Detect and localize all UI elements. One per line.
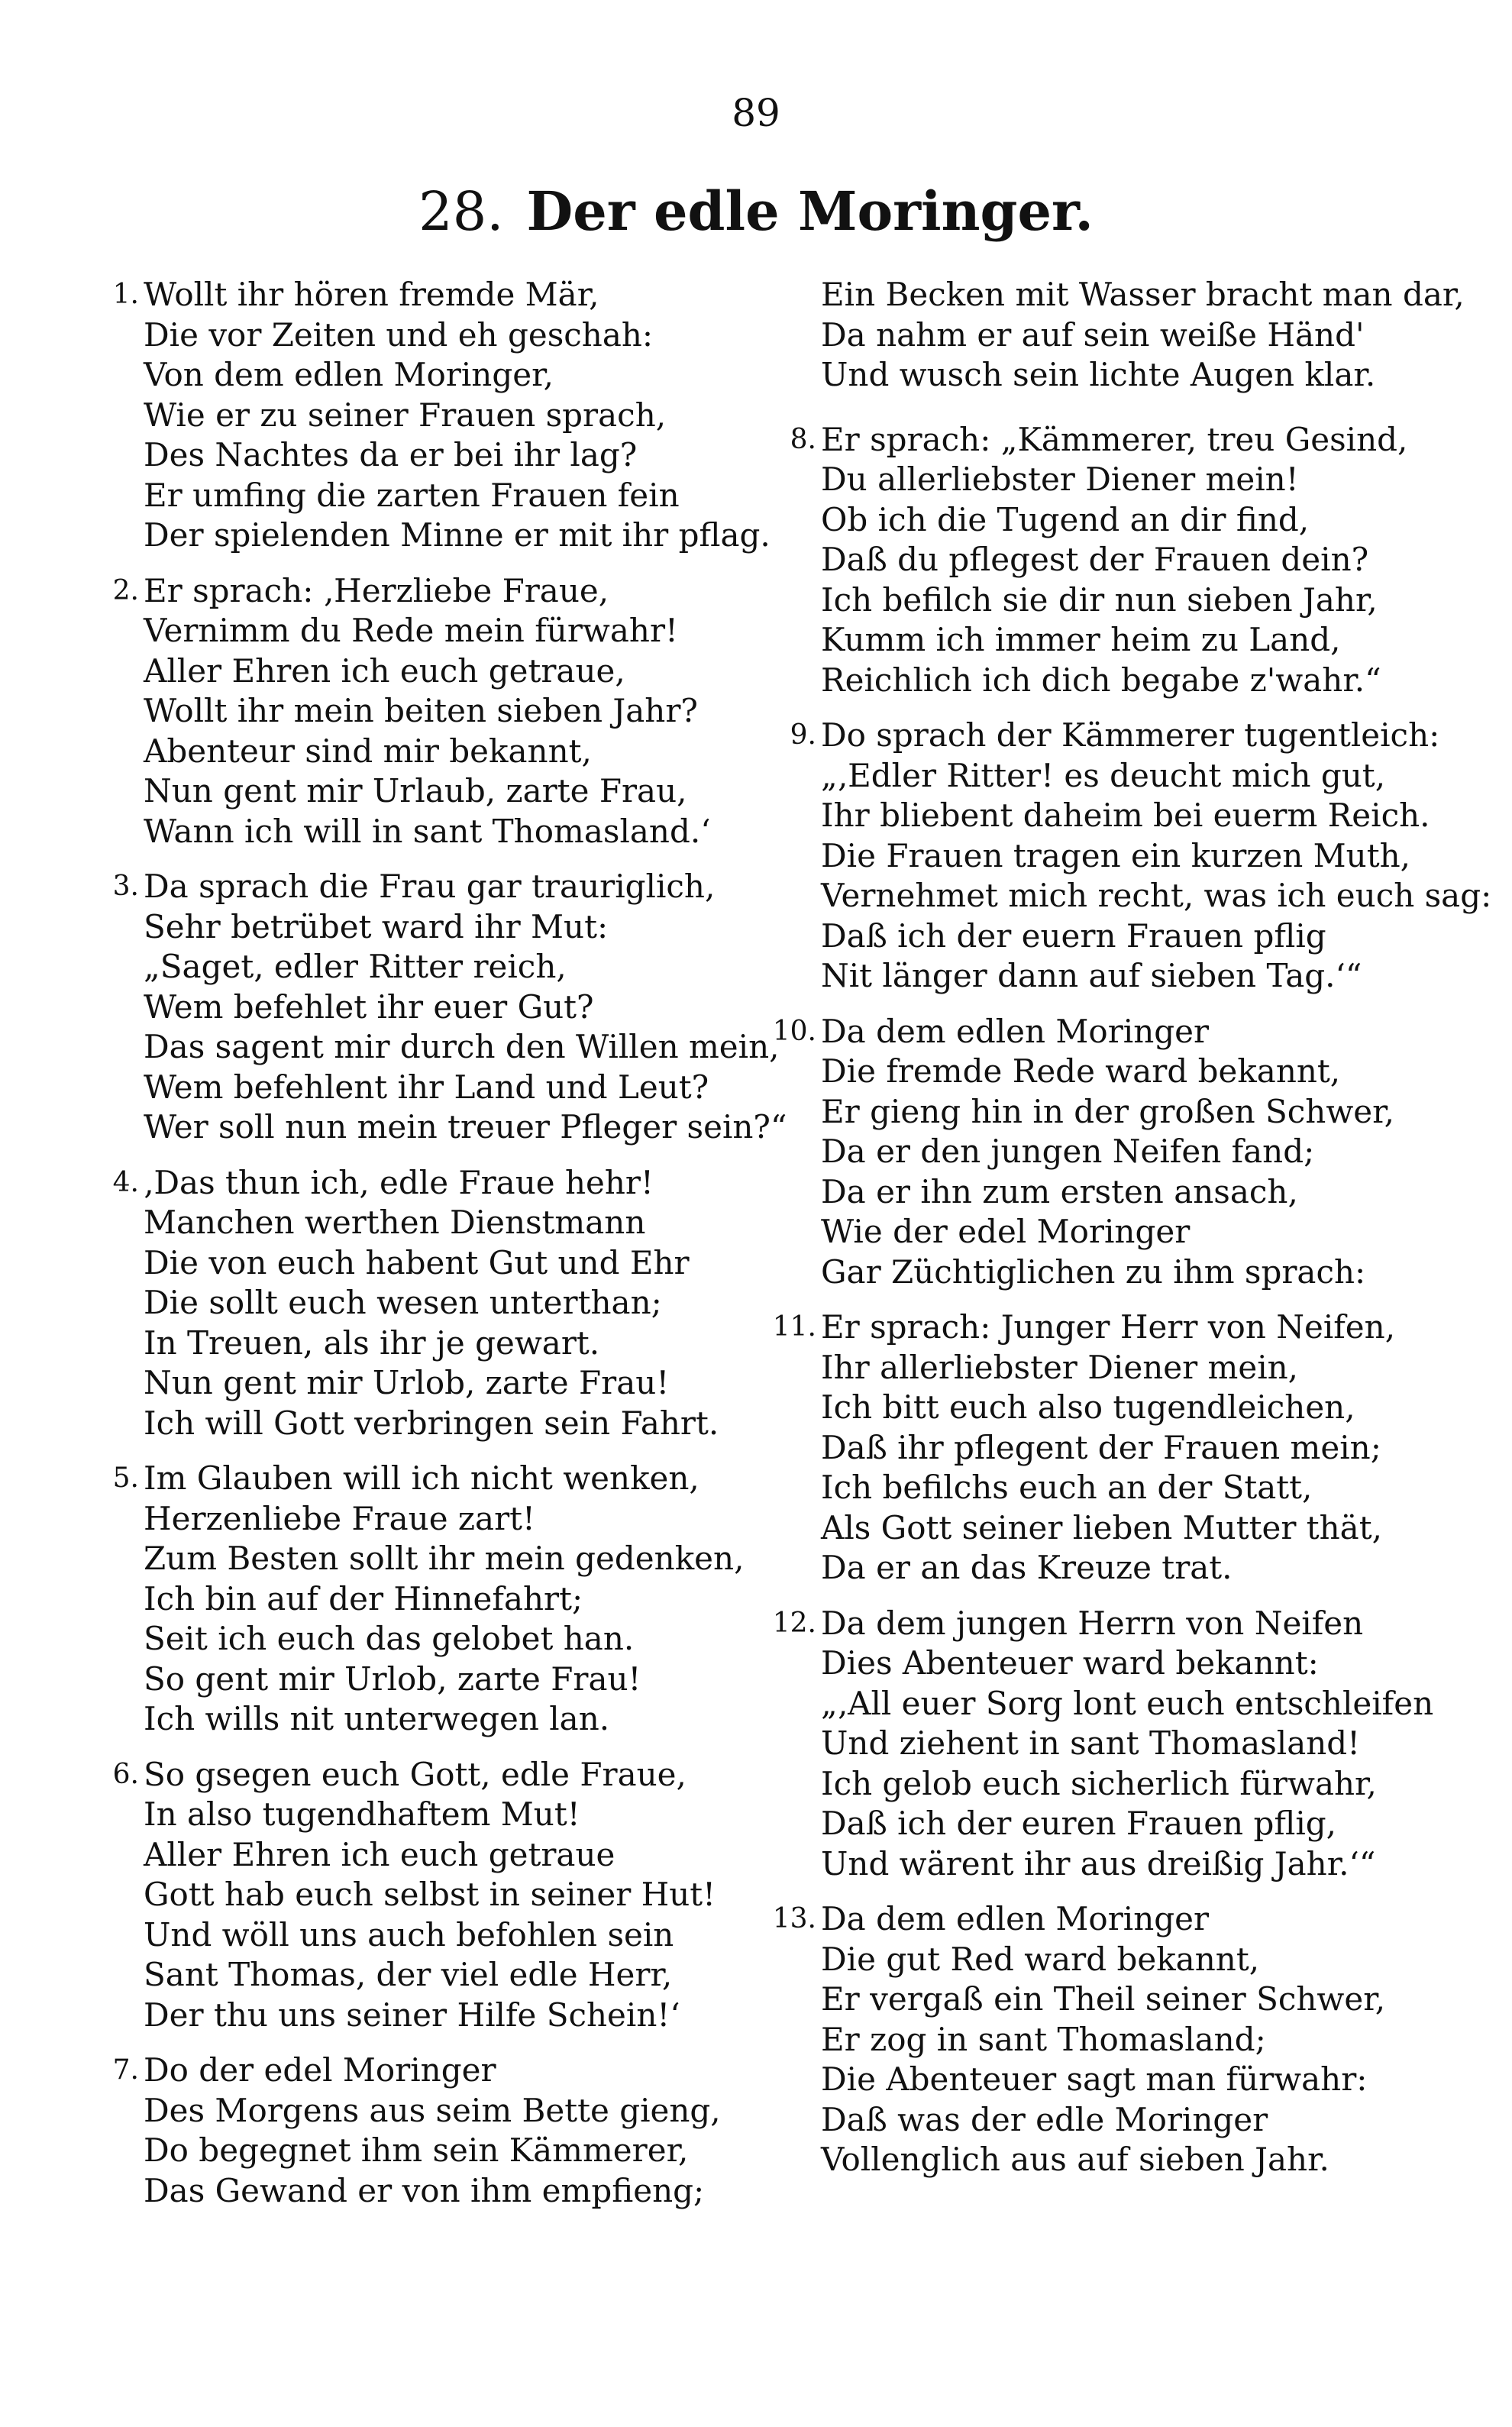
verse-line: Ob ich die Tugend an dir find,: [821, 500, 1310, 538]
stanza-number: 7.: [112, 2054, 139, 2086]
stanza-number: 5.: [112, 1462, 139, 1494]
verse-line: Vernimm du Rede mein fürwahr!: [144, 612, 678, 649]
verse-line: Er vergaß ein Theil seiner Schwer,: [821, 1980, 1386, 2018]
stanza: [767, 1604, 1434, 1885]
verse-line: Seit ich euch das gelobet han.: [144, 1620, 635, 1657]
verse-line: In also tugendhaftem Mut!: [144, 1795, 580, 1833]
verse-line: Er gieng hin in der großen Schwer,: [821, 1092, 1394, 1130]
right-column: [767, 275, 1492, 2196]
verse-line: ‚Das thun ich, edle Fraue hehr!: [144, 1163, 654, 1201]
verse-line: Vollenglich aus auf sieben Jahr.: [821, 2141, 1329, 2178]
page-number: 89: [732, 91, 780, 135]
verse-line: „‚All euer Sorg lont euch entschleifen: [821, 1684, 1434, 1722]
verse-line: Und wusch sein lichte Augen klar.: [821, 356, 1376, 393]
stanza: [767, 275, 1465, 396]
verse-line: Da sprach die Frau gar trauriglich,: [144, 868, 716, 905]
verse-line: Da er den jungen Neifen fand;: [821, 1133, 1315, 1170]
verse-line: Ich will Gott verbringen sein Fahrt.: [144, 1404, 719, 1442]
stanza: [90, 1163, 732, 1444]
verse-line: Von dem edlen Moringer,: [144, 356, 554, 393]
verse-line: Vernehmet mich recht, was ich euch sag:: [821, 877, 1492, 914]
verse-line: So gsegen euch Gott, edle Fraue,: [144, 1755, 687, 1793]
poem-number: 28.: [418, 180, 504, 243]
verse-line: Do der edel Moringer: [144, 2051, 496, 2089]
verse-line: Aller Ehren ich euch getraue: [144, 1835, 615, 1873]
poem-title: [0, 177, 1512, 246]
verse-line: Do begegnet ihm sein Kämmerer,: [144, 2131, 689, 2169]
verse-line: Er sprach: Junger Herr von Neifen,: [821, 1308, 1396, 1346]
verse-line: Wem befehlent ihr Land und Leut?: [144, 1068, 709, 1106]
stanza: [90, 275, 771, 556]
stanza: [767, 1899, 1409, 2180]
verse-line: Die vor Zeiten und eh geschah:: [144, 315, 654, 354]
verse-line: Da er an das Kreuze trat.: [821, 1549, 1233, 1586]
verse-line: Da nahm er auf sein weiße Händ': [821, 315, 1365, 354]
verse-line: Ich bin auf der Hinnefahrt;: [144, 1579, 583, 1617]
stanza-number: 6.: [112, 1758, 139, 1790]
stanza: [767, 1012, 1409, 1293]
verse-line: Reichlich ich dich begabe z'wahr.“: [821, 661, 1381, 699]
verse-line: Ein Becken mit Wasser bracht man dar,: [821, 276, 1465, 313]
verse-line: Gott hab euch selbst in seiner Hut!: [144, 1876, 716, 1913]
stanza: [90, 1755, 732, 2036]
verse-line: So gent mir Urlob, zarte Frau!: [144, 1659, 641, 1698]
verse-line: Ihr allerliebster Diener mein,: [821, 1348, 1299, 1386]
verse-line: In Treuen, als ihr je gewart.: [144, 1323, 600, 1362]
stanza: [90, 2051, 732, 2211]
verse-line: Und wöll uns auch befohlen sein: [144, 1915, 674, 1954]
verse-line: Er zog in sant Thomasland;: [821, 2020, 1266, 2058]
verse-line: Da er ihn zum ersten ansach,: [821, 1172, 1298, 1210]
verse-line: Die von euch habent Gut und Ehr: [144, 1243, 690, 1281]
verse-line: Gar Züchtiglichen zu ihm sprach:: [821, 1252, 1366, 1291]
verse-line: Nun gent mir Urlaub, zarte Frau,: [144, 772, 687, 810]
verse-line: Wie der edel Moringer: [821, 1213, 1191, 1250]
stanza-number: 4.: [112, 1166, 139, 1198]
verse-line: Daß ihr pflegent der Frauen mein;: [821, 1428, 1381, 1466]
verse-line: Abenteur sind mir bekannt,: [144, 732, 592, 770]
verse-line: Sant Thomas, der viel edle Herr,: [144, 1956, 673, 1993]
poem-title-text: Der edle Moringer.: [526, 179, 1094, 243]
verse-line: Wollt ihr hören fremde Mär,: [144, 276, 599, 313]
verse-line: Der spielenden Minne er mit ihr pflag.: [144, 516, 771, 554]
stanza-number: 3.: [112, 871, 139, 902]
left-column: [90, 275, 787, 2226]
verse-line: Wollt ihr mein beiten sieben Jahr?: [144, 692, 698, 729]
verse-line: Daß ich der euern Frauen pflig: [821, 916, 1326, 955]
verse-line: Da dem jungen Herrn von Neifen: [821, 1604, 1364, 1642]
stanza: [767, 716, 1492, 997]
verse-line: Nun gent mir Urlob, zarte Frau!: [144, 1364, 670, 1401]
verse-line: Ich gelob euch sicherlich fürwahr,: [821, 1764, 1377, 1802]
verse-line: Ich wills nit unterwegen lan.: [144, 1700, 610, 1737]
verse-line: Das Gewand er von ihm empfieng;: [144, 2171, 705, 2209]
stanza-number: 8.: [790, 423, 816, 455]
verse-line: Als Gott seiner lieben Mutter thät,: [821, 1508, 1382, 1546]
verse-line: Des Morgens aus seim Bette gieng,: [144, 2091, 721, 2129]
verse-line: Dies Abenteuer ward bekannt:: [821, 1644, 1319, 1682]
verse-line: Des Nachtes da er bei ihr lag?: [144, 436, 638, 473]
verse-line: Ich befilch sie dir nun sieben Jahr,: [821, 580, 1378, 619]
verse-line: Der thu uns seiner Hilfe Schein!‘: [144, 1996, 680, 2034]
stanza-number: 1.: [112, 279, 139, 310]
stanza: [90, 1459, 745, 1740]
verse-line: Er sprach: „Kämmerer, treu Gesind,: [821, 420, 1408, 458]
verse-line: Daß du pflegest der Frauen dein?: [821, 541, 1369, 578]
stanza: [90, 867, 787, 1148]
verse-line: Ich befilchs euch an der Statt,: [821, 1469, 1313, 1506]
verse-line: Wie er zu seiner Frauen sprach,: [144, 396, 667, 434]
verse-line: Aller Ehren ich euch getraue,: [144, 651, 625, 690]
verse-line: Daß ich der euren Frauen pflig,: [821, 1805, 1337, 1842]
verse-line: Ihr bliebent daheim bei euerm Reich.: [821, 797, 1430, 834]
stanza-number: 10.: [772, 1015, 816, 1047]
stanza-number: 12.: [772, 1607, 816, 1639]
verse-line: Herzenliebe Fraue zart!: [144, 1499, 535, 1537]
verse-line: Manchen werthen Dienstmann: [144, 1204, 646, 1241]
verse-line: Ich bitt euch also tugendleichen,: [821, 1388, 1355, 1426]
stanza-number: 9.: [790, 719, 816, 751]
verse-line: Die fremde Rede ward bekannt,: [821, 1052, 1341, 1090]
verse-line: Die Frauen tragen ein kurzen Muth,: [821, 836, 1410, 874]
verse-line: Du allerliebster Diener mein!: [821, 461, 1299, 498]
verse-line: „‚Edler Ritter! es deucht mich gut,: [821, 756, 1386, 794]
verse-line: Wem befehlet ihr euer Gut?: [144, 987, 594, 1026]
verse-line: Do sprach der Kämmerer tugentleich:: [821, 716, 1440, 754]
verse-line: Die gut Red ward bekannt,: [821, 1940, 1260, 1978]
stanza: [767, 420, 1409, 701]
verse-line: Wer soll nun mein treuer Pfleger sein?“: [144, 1108, 787, 1146]
verse-line: Er umfing die zarten Frauen fein: [144, 476, 680, 514]
verse-line: Die Abenteuer sagt man fürwahr:: [821, 2060, 1368, 2098]
verse-line: Das sagent mir durch den Willen mein,: [144, 1028, 780, 1065]
verse-line: Und wärent ihr aus dreißig Jahr.‘“: [821, 1844, 1376, 1882]
verse-line: Wann ich will in sant Thomasland.‘: [144, 812, 711, 850]
verse-line: Daß was der edle Moringer: [821, 2100, 1268, 2138]
verse-line: Sehr betrübet ward ihr Mut:: [144, 907, 609, 945]
verse-line: Und ziehent in sant Thomasland!: [821, 1724, 1361, 1762]
verse-line: Da dem edlen Moringer: [821, 1012, 1210, 1050]
stanza: [767, 1307, 1409, 1588]
verse-line: Nit länger dann auf sieben Tag.‘“: [821, 957, 1362, 994]
verse-line: „Saget, edler Ritter reich,: [144, 948, 567, 985]
stanza-number: 13.: [772, 1903, 816, 1934]
stanza-number: 11.: [772, 1311, 816, 1343]
verse-line: Er sprach: ‚Herzliebe Fraue,: [144, 571, 609, 609]
stanza: [90, 571, 732, 852]
verse-line: Da dem edlen Moringer: [821, 1900, 1210, 1937]
verse-line: Zum Besten sollt ihr mein gedenken,: [144, 1540, 745, 1577]
stanza-number: 2.: [112, 574, 139, 606]
verse-line: Kumm ich immer heim zu Land,: [821, 621, 1341, 658]
verse-line: Im Glauben will ich nicht wenken,: [144, 1459, 699, 1497]
verse-line: Die sollt euch wesen unterthan;: [144, 1284, 662, 1321]
